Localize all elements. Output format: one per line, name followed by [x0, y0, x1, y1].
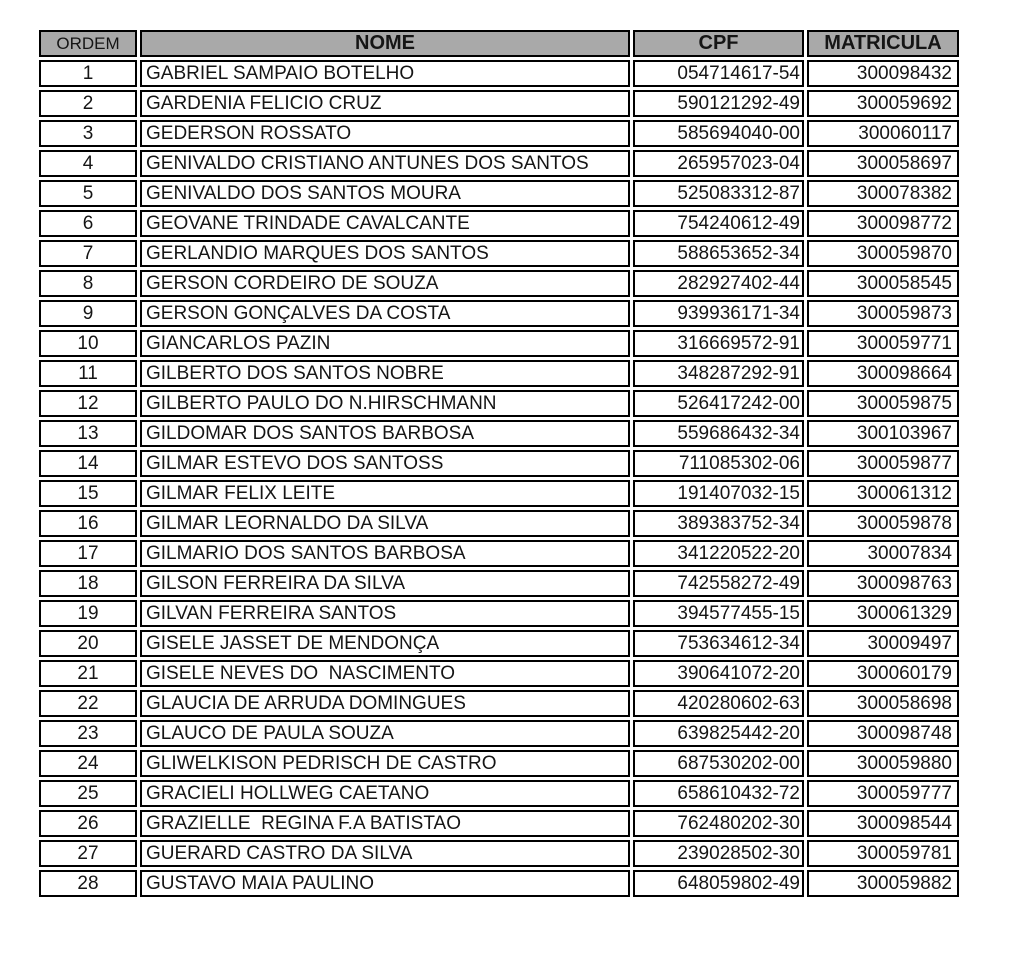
matricula-cell: 300061329 [807, 600, 959, 627]
ordem-cell: 21 [39, 660, 137, 687]
table-row [39, 150, 959, 177]
nome-cell: GILMAR LEORNALDO DA SILVA [140, 510, 630, 537]
roster-table [36, 27, 962, 900]
table-row [39, 330, 959, 357]
matricula-cell: 300098432 [807, 60, 959, 87]
table-header [39, 30, 959, 57]
nome-cell: GISELE NEVES DO NASCIMENTO [140, 660, 630, 687]
cpf-cell: 390641072-20 [633, 660, 804, 687]
cpf-cell: 526417242-00 [633, 390, 804, 417]
cpf-cell: 639825442-20 [633, 720, 804, 747]
cpf-cell: 590121292-49 [633, 90, 804, 117]
matricula-cell: 300058698 [807, 690, 959, 717]
table-row [39, 540, 959, 567]
matricula-cell: 300098772 [807, 210, 959, 237]
cpf-cell: 341220522-20 [633, 540, 804, 567]
cpf-cell: 742558272-49 [633, 570, 804, 597]
nome-cell: GLAUCIA DE ARRUDA DOMINGUES [140, 690, 630, 717]
cpf-cell: 525083312-87 [633, 180, 804, 207]
nome-cell: GUERARD CASTRO DA SILVA [140, 840, 630, 867]
ordem-cell: 4 [39, 150, 137, 177]
cpf-cell: 559686432-34 [633, 420, 804, 447]
table-row [39, 720, 959, 747]
ordem-cell: 16 [39, 510, 137, 537]
table-row [39, 780, 959, 807]
table-body [39, 60, 959, 897]
table-row [39, 600, 959, 627]
matricula-cell: 300078382 [807, 180, 959, 207]
ordem-cell: 18 [39, 570, 137, 597]
table-row [39, 270, 959, 297]
cpf-cell: 754240612-49 [633, 210, 804, 237]
ordem-cell: 14 [39, 450, 137, 477]
matricula-cell: 300059880 [807, 750, 959, 777]
cpf-cell: 389383752-34 [633, 510, 804, 537]
table-row [39, 300, 959, 327]
matricula-cell: 300098763 [807, 570, 959, 597]
table-row [39, 180, 959, 207]
table-row [39, 450, 959, 477]
table-row [39, 480, 959, 507]
ordem-cell: 11 [39, 360, 137, 387]
nome-cell: GILMARIO DOS SANTOS BARBOSA [140, 540, 630, 567]
header-row [39, 30, 959, 57]
table-row [39, 360, 959, 387]
ordem-cell: 22 [39, 690, 137, 717]
ordem-cell: 26 [39, 810, 137, 837]
table-row [39, 390, 959, 417]
nome-cell: GIANCARLOS PAZIN [140, 330, 630, 357]
nome-cell: GABRIEL SAMPAIO BOTELHO [140, 60, 630, 87]
column-header-matricula: MATRICULA [807, 30, 959, 57]
table-row [39, 210, 959, 237]
matricula-cell: 300059882 [807, 870, 959, 897]
matricula-cell: 30009497 [807, 630, 959, 657]
matricula-cell: 300061312 [807, 480, 959, 507]
ordem-cell: 6 [39, 210, 137, 237]
cpf-cell: 191407032-15 [633, 480, 804, 507]
table-row [39, 90, 959, 117]
table-row [39, 840, 959, 867]
nome-cell: GILBERTO DOS SANTOS NOBRE [140, 360, 630, 387]
matricula-cell: 300098664 [807, 360, 959, 387]
nome-cell: GILVAN FERREIRA SANTOS [140, 600, 630, 627]
ordem-cell: 28 [39, 870, 137, 897]
ordem-cell: 15 [39, 480, 137, 507]
cpf-cell: 239028502-30 [633, 840, 804, 867]
matricula-cell: 300059878 [807, 510, 959, 537]
ordem-cell: 7 [39, 240, 137, 267]
ordem-cell: 13 [39, 420, 137, 447]
matricula-cell: 300059873 [807, 300, 959, 327]
table-row [39, 690, 959, 717]
cpf-cell: 658610432-72 [633, 780, 804, 807]
nome-cell: GLAUCO DE PAULA SOUZA [140, 720, 630, 747]
nome-cell: GEDERSON ROSSATO [140, 120, 630, 147]
column-header-nome: NOME [140, 30, 630, 57]
cpf-cell: 316669572-91 [633, 330, 804, 357]
table-row [39, 60, 959, 87]
table-row [39, 660, 959, 687]
nome-cell: GUSTAVO MAIA PAULINO [140, 870, 630, 897]
matricula-cell: 300098748 [807, 720, 959, 747]
matricula-cell: 300059781 [807, 840, 959, 867]
nome-cell: GERSON CORDEIRO DE SOUZA [140, 270, 630, 297]
ordem-cell: 1 [39, 60, 137, 87]
matricula-cell: 300059870 [807, 240, 959, 267]
nome-cell: GLIWELKISON PEDRISCH DE CASTRO [140, 750, 630, 777]
matricula-cell: 300059771 [807, 330, 959, 357]
cpf-cell: 394577455-15 [633, 600, 804, 627]
nome-cell: GILMAR ESTEVO DOS SANTOSS [140, 450, 630, 477]
ordem-cell: 3 [39, 120, 137, 147]
cpf-cell: 348287292-91 [633, 360, 804, 387]
nome-cell: GERSON GONÇALVES DA COSTA [140, 300, 630, 327]
cpf-cell: 648059802-49 [633, 870, 804, 897]
matricula-cell: 300103967 [807, 420, 959, 447]
nome-cell: GRACIELI HOLLWEG CAETANO [140, 780, 630, 807]
matricula-cell: 300058697 [807, 150, 959, 177]
cpf-cell: 711085302-06 [633, 450, 804, 477]
cpf-cell: 054714617-54 [633, 60, 804, 87]
nome-cell: GERLANDIO MARQUES DOS SANTOS [140, 240, 630, 267]
nome-cell: GRAZIELLE REGINA F.A BATISTAO [140, 810, 630, 837]
ordem-cell: 9 [39, 300, 137, 327]
matricula-cell: 300059692 [807, 90, 959, 117]
nome-cell: GEOVANE TRINDADE CAVALCANTE [140, 210, 630, 237]
table-row [39, 510, 959, 537]
ordem-cell: 19 [39, 600, 137, 627]
ordem-cell: 10 [39, 330, 137, 357]
matricula-cell: 300059877 [807, 450, 959, 477]
ordem-cell: 27 [39, 840, 137, 867]
nome-cell: GILMAR FELIX LEITE [140, 480, 630, 507]
cpf-cell: 282927402-44 [633, 270, 804, 297]
table-row [39, 750, 959, 777]
cpf-cell: 687530202-00 [633, 750, 804, 777]
nome-cell: GILBERTO PAULO DO N.HIRSCHMANN [140, 390, 630, 417]
ordem-cell: 17 [39, 540, 137, 567]
matricula-cell: 300058545 [807, 270, 959, 297]
nome-cell: GILSON FERREIRA DA SILVA [140, 570, 630, 597]
matricula-cell: 300060179 [807, 660, 959, 687]
nome-cell: GILDOMAR DOS SANTOS BARBOSA [140, 420, 630, 447]
ordem-cell: 20 [39, 630, 137, 657]
matricula-cell: 300098544 [807, 810, 959, 837]
table-row [39, 630, 959, 657]
cpf-cell: 753634612-34 [633, 630, 804, 657]
ordem-cell: 12 [39, 390, 137, 417]
cpf-cell: 939936171-34 [633, 300, 804, 327]
ordem-cell: 25 [39, 780, 137, 807]
ordem-cell: 23 [39, 720, 137, 747]
table-row [39, 120, 959, 147]
nome-cell: GENIVALDO DOS SANTOS MOURA [140, 180, 630, 207]
ordem-cell: 2 [39, 90, 137, 117]
cpf-cell: 265957023-04 [633, 150, 804, 177]
column-header-ordem: ORDEM [39, 30, 137, 57]
column-header-cpf: CPF [633, 30, 804, 57]
matricula-cell: 300060117 [807, 120, 959, 147]
nome-cell: GENIVALDO CRISTIANO ANTUNES DOS SANTOS [140, 150, 630, 177]
table-row [39, 570, 959, 597]
matricula-cell: 300059875 [807, 390, 959, 417]
matricula-cell: 300059777 [807, 780, 959, 807]
table-row [39, 810, 959, 837]
ordem-cell: 24 [39, 750, 137, 777]
table-row [39, 240, 959, 267]
cpf-cell: 585694040-00 [633, 120, 804, 147]
cpf-cell: 588653652-34 [633, 240, 804, 267]
cpf-cell: 420280602-63 [633, 690, 804, 717]
nome-cell: GARDENIA FELICIO CRUZ [140, 90, 630, 117]
table-row [39, 870, 959, 897]
table-row [39, 420, 959, 447]
ordem-cell: 8 [39, 270, 137, 297]
cpf-cell: 762480202-30 [633, 810, 804, 837]
matricula-cell: 30007834 [807, 540, 959, 567]
nome-cell: GISELE JASSET DE MENDONÇA [140, 630, 630, 657]
ordem-cell: 5 [39, 180, 137, 207]
